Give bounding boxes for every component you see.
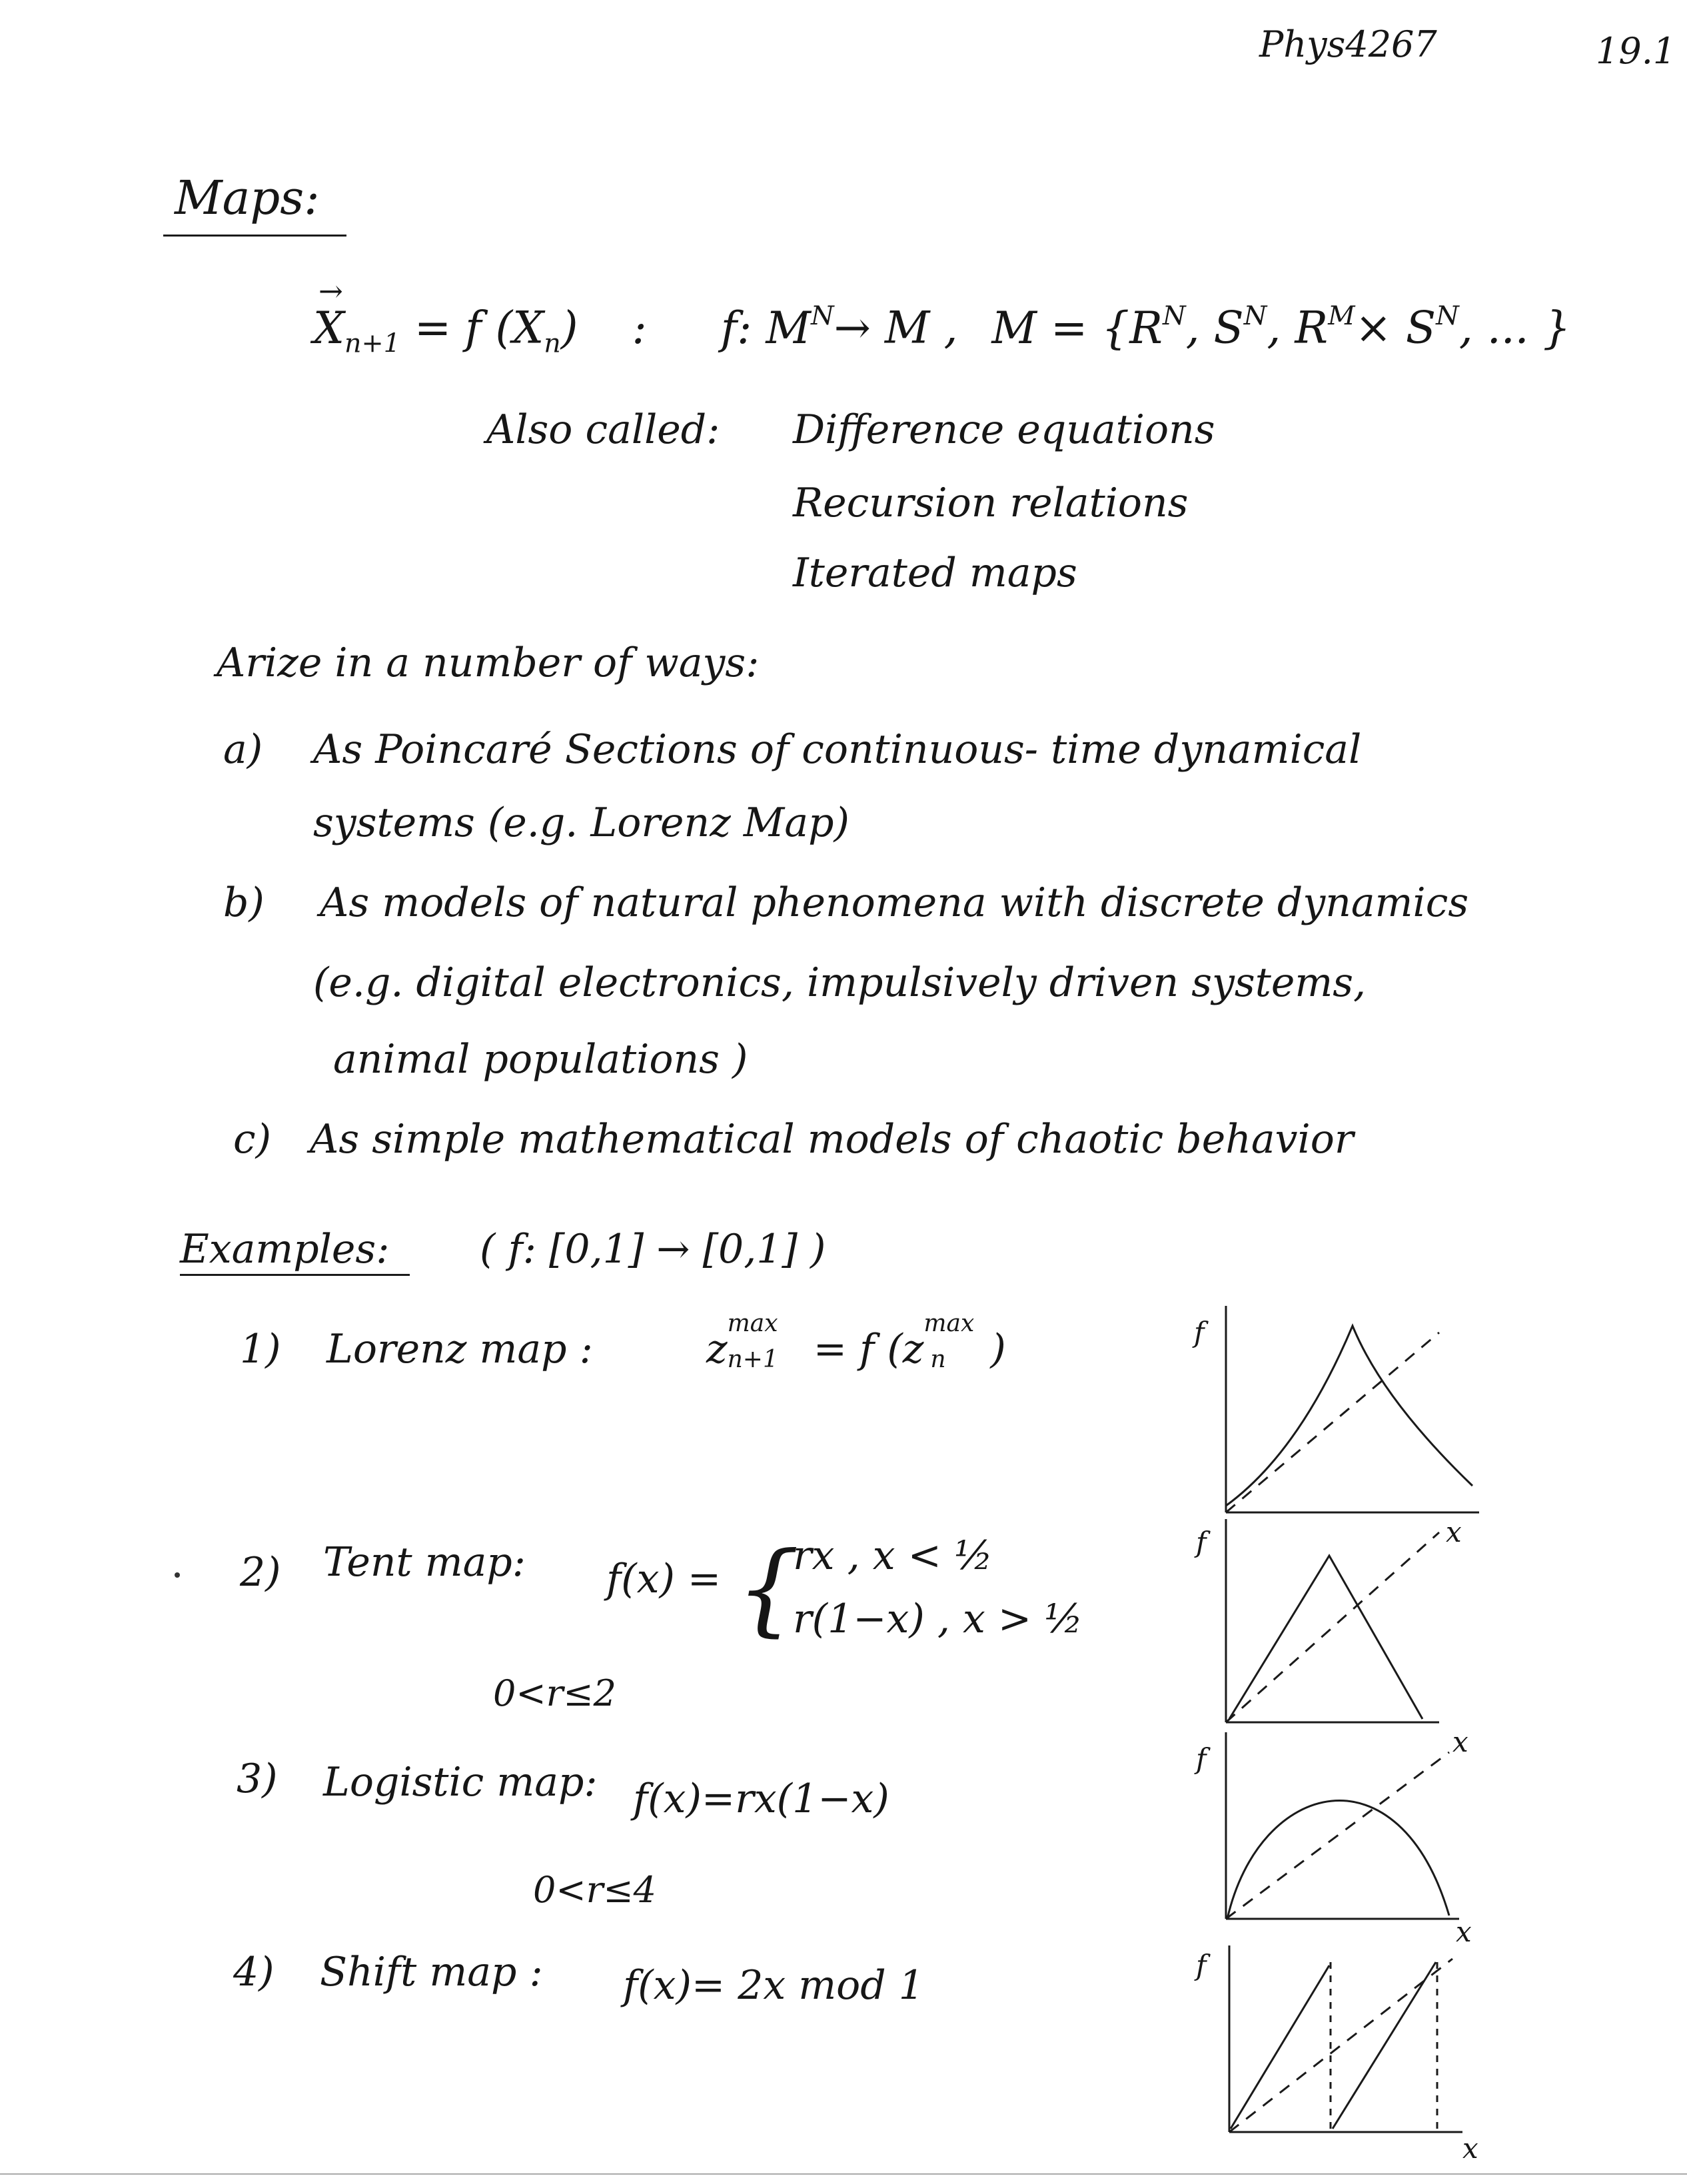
plot-2-x-label: x — [1446, 1516, 1462, 1548]
example-3-name: Logistic map: — [323, 1759, 598, 1806]
plot-4-branch-2 — [1333, 1962, 1436, 2129]
example-1-name: Lorenz map : — [326, 1326, 593, 1372]
title-underline — [163, 235, 346, 237]
arise-a-line-1: As Poincaré Sections of continuous- time dynamical — [313, 726, 1362, 773]
plot-3-x-label: x — [1452, 1726, 1468, 1758]
arise-b-line-1: As models of natural phenomena with discrete dynamics — [320, 879, 1469, 926]
map-definition: → $X_{n+1} = f$ $(X_n)$ : f: $M^N\to M$ , $M = \{R^N$, $S^N$, $R^M\times S^N$, ... } — [313, 274, 1571, 359]
plot-4-y-label: f — [1196, 1949, 1207, 1981]
plot-tent-map — [1219, 1519, 1472, 1732]
arise-marker-c: c) — [233, 1116, 272, 1163]
also-called-item-1: Difference equations — [793, 406, 1215, 453]
example-2-formula-head: f(x) = — [606, 1556, 722, 1602]
example-2-number: 2) — [240, 1549, 281, 1596]
example-2-case-2: r(1−x) , x > ½ — [793, 1596, 1083, 1642]
example-4-number: 4) — [233, 1949, 275, 1995]
plot-2-curve — [1229, 1556, 1422, 1719]
plot-4-diagonal — [1229, 1959, 1452, 2132]
example-3-number: 3) — [237, 1756, 278, 1802]
example-4-name: Shift map : — [320, 1949, 543, 1995]
arise-c-line-1: As simple mathematical models of chaotic behavior — [310, 1116, 1354, 1163]
arise-b-line-3: animal populations ) — [333, 1036, 748, 1083]
example-4-formula: f(x)= 2x mod 1 — [623, 1962, 924, 2009]
plot-1-diagonal — [1226, 1333, 1439, 1512]
plot-shift-map — [1223, 1945, 1476, 2145]
example-2-name: Tent map: — [323, 1539, 526, 1586]
plot-3-curve — [1227, 1801, 1449, 1919]
also-called-label: Also called: — [486, 406, 720, 453]
plot-4-x-label-top: x — [1456, 1915, 1472, 1948]
margin-dot — [175, 1572, 180, 1578]
arise-b-line-2: (e.g. digital electronics, impulsively driven systems, — [313, 959, 1367, 1006]
example-3-formula: f(x)=rx(1−x) — [633, 1776, 889, 1822]
page-title: Maps: — [175, 171, 320, 225]
example-2-case-1: rx , x < ½ — [793, 1532, 993, 1579]
plot-4-x-label: x — [1462, 2132, 1478, 2165]
plot-4-branch-1 — [1231, 1965, 1329, 2129]
example-1-number: 1) — [240, 1326, 281, 1372]
plot-1-curve — [1226, 1326, 1472, 1506]
plot-1-y-label: f — [1194, 1316, 1205, 1349]
examples-underline — [180, 1274, 410, 1276]
example-2-range: 0<r≤2 — [493, 1672, 617, 1714]
page-number: 19.1 — [1596, 30, 1676, 72]
example-3-range: 0<r≤4 — [533, 1869, 657, 1911]
arise-a-line-2: systems (e.g. Lorenz Map) — [313, 800, 849, 846]
plot-3-y-label: f — [1196, 1742, 1207, 1775]
arise-marker-a: a) — [223, 726, 263, 773]
course-code: Phys4267 — [1259, 23, 1437, 65]
plot-lorenz-map — [1219, 1306, 1499, 1526]
arise-intro: Arize in a number of ways: — [217, 640, 760, 686]
example-1-formula: z max n+1 = f (z max n ) — [706, 1310, 1006, 1373]
examples-domain: ( f: [0,1] → [0,1] ) — [480, 1226, 826, 1273]
arise-marker-b: b) — [223, 879, 265, 926]
brace-icon: { — [736, 1531, 800, 1647]
vector-arrow-icon: → — [318, 274, 343, 308]
plot-logistic-map — [1219, 1732, 1472, 1932]
plot-2-y-label: f — [1196, 1526, 1207, 1558]
also-called-item-3: Iterated maps — [793, 550, 1077, 596]
plot-3-diagonal — [1226, 1752, 1449, 1919]
examples-heading: Examples: — [180, 1226, 390, 1273]
page-bottom-edge — [0, 2173, 1687, 2175]
also-called-item-2: Recursion relations — [793, 480, 1189, 526]
